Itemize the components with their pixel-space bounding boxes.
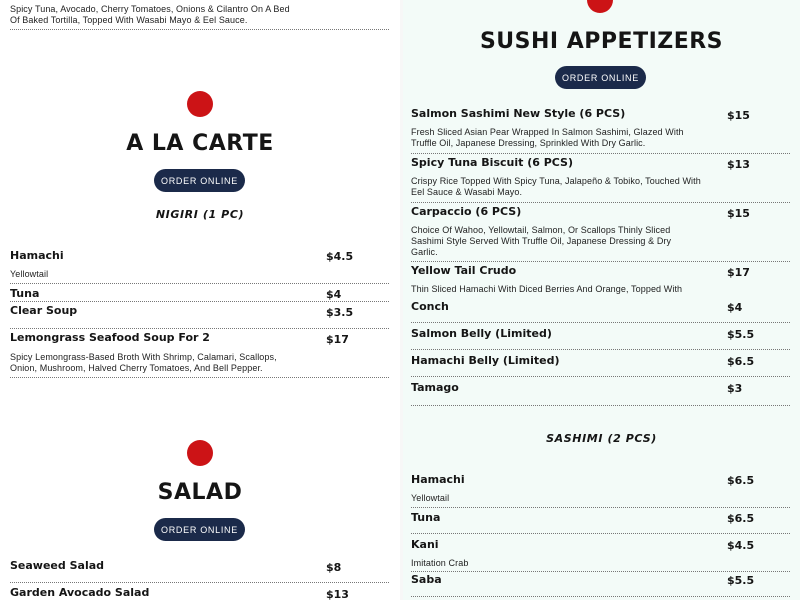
menu-item-description: Crispy Rice Topped With Spicy Tuna, Jalapeño & Tobiko, Touched With Eel Sauce & Wasabi Mayo.	[411, 176, 701, 197]
divider	[411, 261, 790, 262]
menu-item-name: Tuna	[411, 511, 441, 524]
menu-item-name: Saba	[411, 573, 442, 586]
divider	[411, 533, 790, 534]
divider	[411, 376, 790, 377]
menu-item-description: Imitation Crab	[411, 558, 469, 568]
divider	[10, 29, 389, 30]
menu-item-description: Yellowtail	[10, 269, 49, 279]
menu-item-name: Salmon Sashimi New Style (6 PCS)	[411, 107, 626, 120]
menu-item-name: Yellow Tail Crudo	[411, 264, 517, 277]
menu-column-right	[403, 0, 800, 600]
divider	[411, 596, 790, 597]
menu-item-description: Choice Of Wahoo, Yellowtail, Salmon, Or Scallops Thinly Sliced Sashimi Style Served With Truffle Oil, Japanese Dressing & Dry Garlic.	[411, 225, 672, 257]
menu-item-name: Clear Soup	[10, 304, 78, 317]
section-title-sushi-appetizers: SUSHI APPETIZERS	[479, 29, 724, 54]
section-title-salad: SALAD	[157, 480, 243, 505]
menu-item-description: Yellowtail	[411, 493, 450, 503]
divider	[411, 349, 790, 350]
menu-item-price: $6.5	[727, 355, 755, 368]
menu-item-name: Hamachi	[411, 473, 465, 486]
menu-item-price: $4	[326, 288, 342, 301]
menu-item-price: $13	[727, 158, 750, 171]
divider	[10, 328, 389, 329]
menu-item-price: $3.5	[326, 306, 354, 319]
subsection-title-nigiri: NIGIRI (1 PC)	[155, 208, 245, 221]
divider	[10, 377, 389, 378]
menu-item-price: $5.5	[727, 574, 755, 587]
menu-item-price: $4.5	[326, 250, 354, 263]
menu-item-price: $3	[727, 382, 743, 395]
menu-item-price: $13	[326, 588, 349, 600]
menu-item-description: Fresh Sliced Asian Pear Wrapped In Salmon Sashimi, Glazed With Truffle Oil, Japanese Dressing, Sprinkled With Dry Garlic.	[411, 127, 684, 148]
menu-item-name: Hamachi Belly (Limited)	[411, 354, 560, 367]
menu-item-price: $6.5	[727, 512, 755, 525]
menu-item-name: Seaweed Salad	[10, 559, 105, 572]
menu-item-price: $4	[727, 301, 743, 314]
menu-item-name: Conch	[411, 300, 449, 313]
menu-item-name: Salmon Belly (Limited)	[411, 327, 552, 340]
menu-item-price: $8	[326, 561, 342, 574]
menu-item-name: Lemongrass Seafood Soup For 2	[10, 331, 210, 344]
menu-item-price: $6.5	[727, 474, 755, 487]
divider	[10, 283, 389, 284]
divider	[10, 582, 389, 583]
menu-item-price: $4.5	[727, 539, 755, 552]
menu-item-name: Tuna	[10, 287, 40, 300]
menu-item-price: $5.5	[727, 328, 755, 341]
section-dot-icon	[187, 440, 213, 466]
divider	[411, 153, 790, 154]
menu-item-description: Thin Sliced Hamachi With Diced Berries And Orange, Topped With	[411, 284, 683, 294]
divider	[411, 322, 790, 323]
section-dot-icon	[587, 0, 613, 13]
order-online-button[interactable]: ORDER ONLINE	[555, 66, 646, 89]
section-title-a-la-carte: A LA CARTE	[126, 131, 274, 156]
top-item-description: Spicy Tuna, Avocado, Cherry Tomatoes, Onions & Cilantro On A Bed Of Baked Tortilla, Topped With Wasabi Mayo & Eel Sauce.	[10, 4, 290, 25]
divider	[411, 507, 790, 508]
divider	[411, 571, 790, 572]
divider	[10, 301, 389, 302]
order-online-button[interactable]: ORDER ONLINE	[154, 169, 245, 192]
menu-item-name: Kani	[411, 538, 439, 551]
menu-item-name: Tamago	[411, 381, 459, 394]
section-dot-icon	[187, 91, 213, 117]
menu-item-description: Spicy Lemongrass-Based Broth With Shrimp, Calamari, Scallops, Onion, Mushroom, Halved Cherry Tomatoes, And Bell Pepper.	[10, 352, 277, 373]
divider	[411, 202, 790, 203]
menu-item-name: Spicy Tuna Biscuit (6 PCS)	[411, 156, 574, 169]
menu-item-name: Hamachi	[10, 249, 64, 262]
order-online-button[interactable]: ORDER ONLINE	[154, 518, 245, 541]
divider	[411, 405, 790, 406]
menu-item-price: $15	[727, 207, 750, 220]
menu-item-price: $17	[727, 266, 750, 279]
menu-item-price: $17	[326, 333, 349, 346]
subsection-title-sashimi: SASHIMI (2 PCS)	[546, 432, 657, 445]
menu-item-name: Carpaccio (6 PCS)	[411, 205, 522, 218]
menu-item-name: Garden Avocado Salad	[10, 586, 150, 599]
menu-item-price: $15	[727, 109, 750, 122]
